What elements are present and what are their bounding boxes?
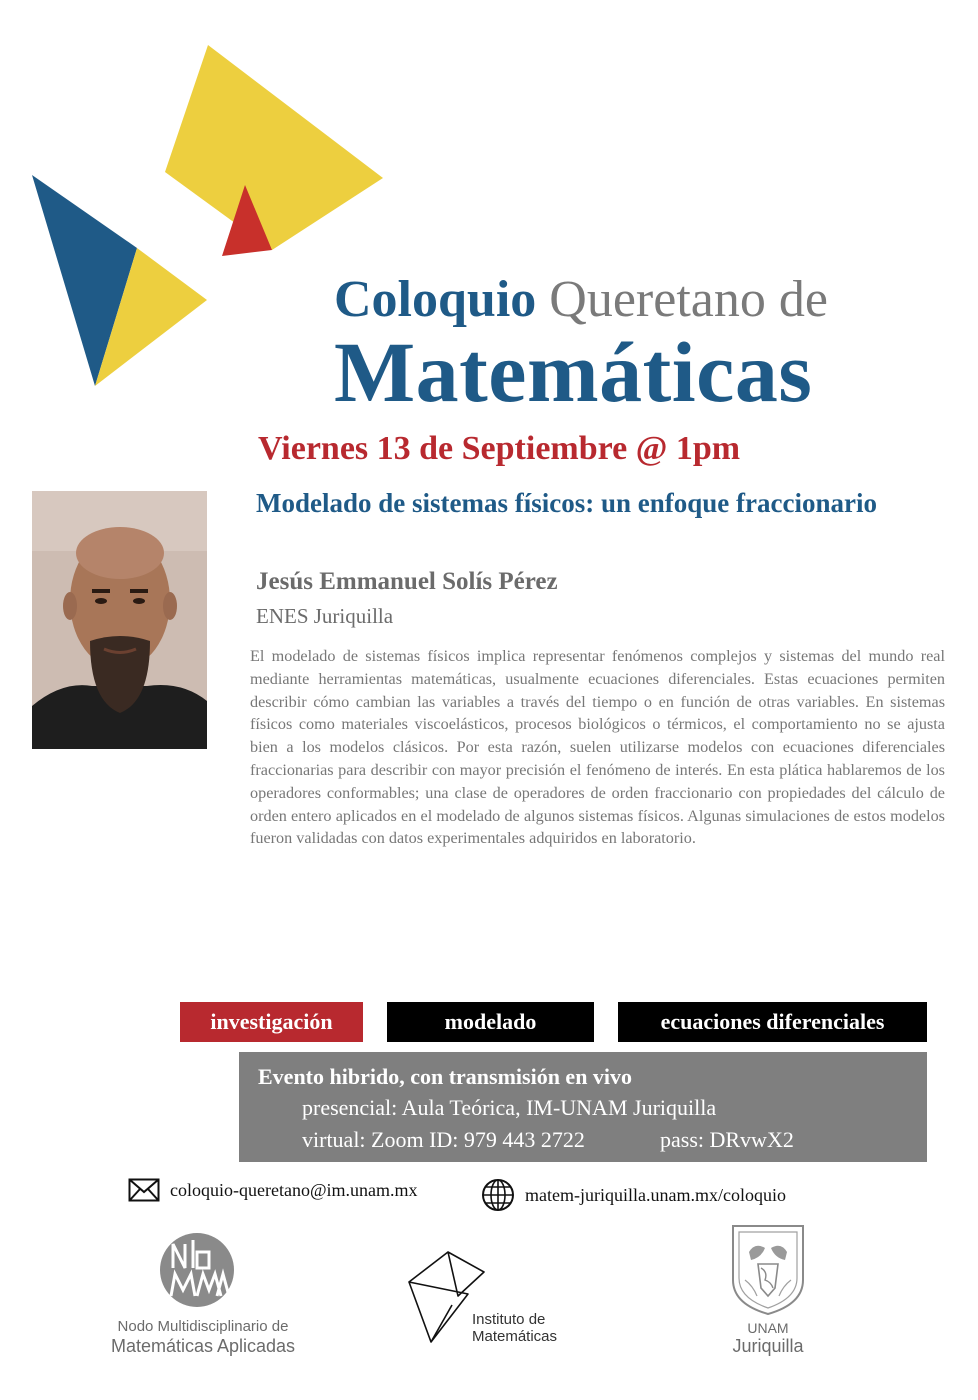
unam-shield-icon (725, 1222, 811, 1316)
email-text: coloquio-queretano@im.unam.mx (170, 1179, 418, 1200)
title-bold: Coloquio (334, 271, 537, 328)
colloquium-title-big: Matemáticas (334, 324, 813, 420)
event-details-box (239, 1052, 927, 1162)
title-rest: Queretano de (549, 271, 828, 328)
talk-abstract: El modelado de sistemas físicos implica representar fenómenos complejos y sistemas del mundo real mediante herramientas matemáticas, usualmente ecuaciones diferenciales. Estas ecuaciones permiten describir cómo cambian las variables a través del tiempo o en función de otras variables. En sistemas físicos como materiales viscoelásticos, procesos biológicos o térmicos, el comportamiento no se ajusta bien a los modelos clásicos. Por esta razón, suelen utilizarse modelos con ecuaciones diferenciales fraccionarias para describir con mayor precisión el fenómeno de interés. En esta plática hablaremos de los operadores conformables; una clase de operadores de orden fraccionario con propiedades del cálculo de orden entero aplicados en el modelado de algunos sistemas físicos. Algunas simulaciones de estos modelos fueron validadas con datos experimentales adquiridos en laboratorio. (250, 647, 945, 848)
globe-icon (481, 1178, 515, 1212)
im-line1: Instituto de (472, 1311, 546, 1328)
nodo-logo-text (92, 1318, 314, 1357)
talk-title: Modelado de sistemas físicos: un enfoque fraccionario (256, 488, 877, 518)
nodo-line2: Matemáticas Aplicadas (110, 1336, 296, 1356)
unam-line1: UNAM (747, 1320, 789, 1336)
website-text: matem-juriquilla.unam.mx/coloquio (525, 1184, 786, 1205)
im-line2: Matemáticas (472, 1328, 558, 1345)
event-location: presencial: Aula Teórica, IM-UNAM Juriquilla (302, 1095, 717, 1120)
instituto-matematicas-text (472, 1311, 557, 1345)
tag-modelado: modelado (387, 1002, 594, 1042)
nodo-line1: Nodo Multidisciplinario de (117, 1318, 289, 1335)
contact-email[interactable] (128, 1178, 418, 1202)
unam-logo-text (718, 1320, 818, 1357)
event-zoom-pass: pass: DRvwX2 (660, 1127, 794, 1152)
tag-investigacion: investigación (180, 1002, 363, 1042)
colloquium-title (334, 270, 828, 329)
speaker-affiliation: ENES Juriquilla (256, 604, 394, 628)
speaker-photo (32, 491, 207, 749)
event-date: Viernes 13 de Septiembre @ 1pm (258, 430, 741, 467)
unam-line2: Juriquilla (732, 1336, 804, 1356)
event-zoom-id: virtual: Zoom ID: 979 443 2722 (302, 1127, 585, 1152)
tag-ecuaciones-diferenciales: ecuaciones diferenciales (618, 1002, 927, 1042)
event-mode-heading: Evento hibrido, con transmisión en vivo (258, 1064, 633, 1089)
contact-website[interactable] (481, 1178, 786, 1212)
envelope-icon (128, 1178, 160, 1202)
nodo-logo-icon (159, 1232, 235, 1308)
speaker-name: Jesús Emmanuel Solís Pérez (256, 568, 558, 595)
